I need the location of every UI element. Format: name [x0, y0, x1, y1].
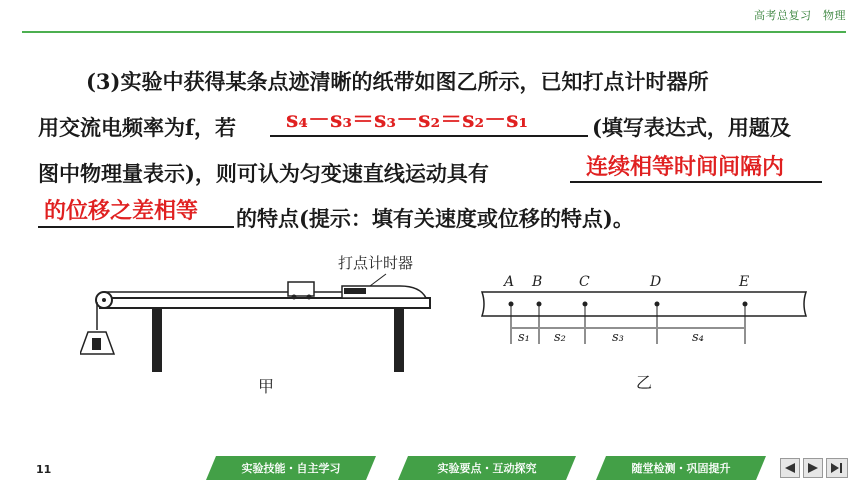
segment-label-s4: s₄ — [692, 330, 704, 345]
question-line-2-suffix: (填写表达式，用题及 — [592, 115, 791, 140]
header-divider — [22, 31, 846, 33]
segment-label-s2: s₂ — [554, 330, 566, 345]
segment-label-s1: s₁ — [518, 330, 530, 345]
triangle-left-icon — [784, 462, 796, 474]
nav-skills-self-study[interactable]: 实验技能・自主学习 — [206, 456, 376, 480]
answer-1: s₄－s₃＝s₃－s₂＝s₂－s₁ — [286, 107, 529, 133]
question-line-1: (3)实验中获得某条点迹清晰的纸带如图乙所示，已知打点计时器所 — [86, 69, 709, 94]
dot-e — [743, 302, 748, 307]
figure-jia-apparatus — [80, 250, 440, 410]
point-label-a: A — [504, 274, 515, 290]
play-button[interactable] — [803, 458, 823, 478]
timer-label: 打点计时器 — [338, 254, 414, 272]
nav-quiz-consolidate[interactable]: 随堂检测・巩固提升 — [596, 456, 766, 480]
answer-blank-1 — [270, 135, 588, 137]
answer-blank-2b — [38, 226, 234, 228]
segment-label-s3: s₃ — [612, 330, 624, 345]
answer-2b: 的位移之差相等 — [44, 198, 199, 224]
point-label-e: E — [739, 274, 750, 290]
dot-c — [583, 302, 588, 307]
answer-blank-2a — [570, 181, 822, 183]
question-line-4-suffix: 的特点(提示：填有关速度或位移的特点)。 — [236, 206, 634, 231]
point-label-b: B — [532, 274, 543, 290]
dot-d — [655, 302, 660, 307]
page-number: 11 — [36, 463, 52, 476]
skip-forward-icon — [830, 462, 844, 474]
figure-yi-tape — [478, 268, 818, 398]
dot-a — [509, 302, 514, 307]
answer-2a: 连续相等时间间隔内 — [586, 154, 785, 180]
point-label-d: D — [650, 274, 662, 290]
previous-slide-button[interactable] — [780, 458, 800, 478]
figure-yi-caption: 乙 — [636, 373, 653, 392]
figure-jia-caption: 甲 — [258, 377, 275, 396]
dot-b — [537, 302, 542, 307]
header-title: 高考总复习 物理 — [754, 9, 846, 22]
question-line-3-prefix: 图中物理量表示)，则可认为匀变速直线运动具有 — [38, 161, 489, 186]
point-label-c: C — [579, 274, 590, 290]
nav-key-points-explore[interactable]: 实验要点・互动探究 — [398, 456, 576, 480]
question-line-2-prefix: 用交流电频率为f，若 — [38, 115, 237, 140]
triangle-right-icon — [807, 462, 819, 474]
next-slide-button[interactable] — [826, 458, 848, 478]
